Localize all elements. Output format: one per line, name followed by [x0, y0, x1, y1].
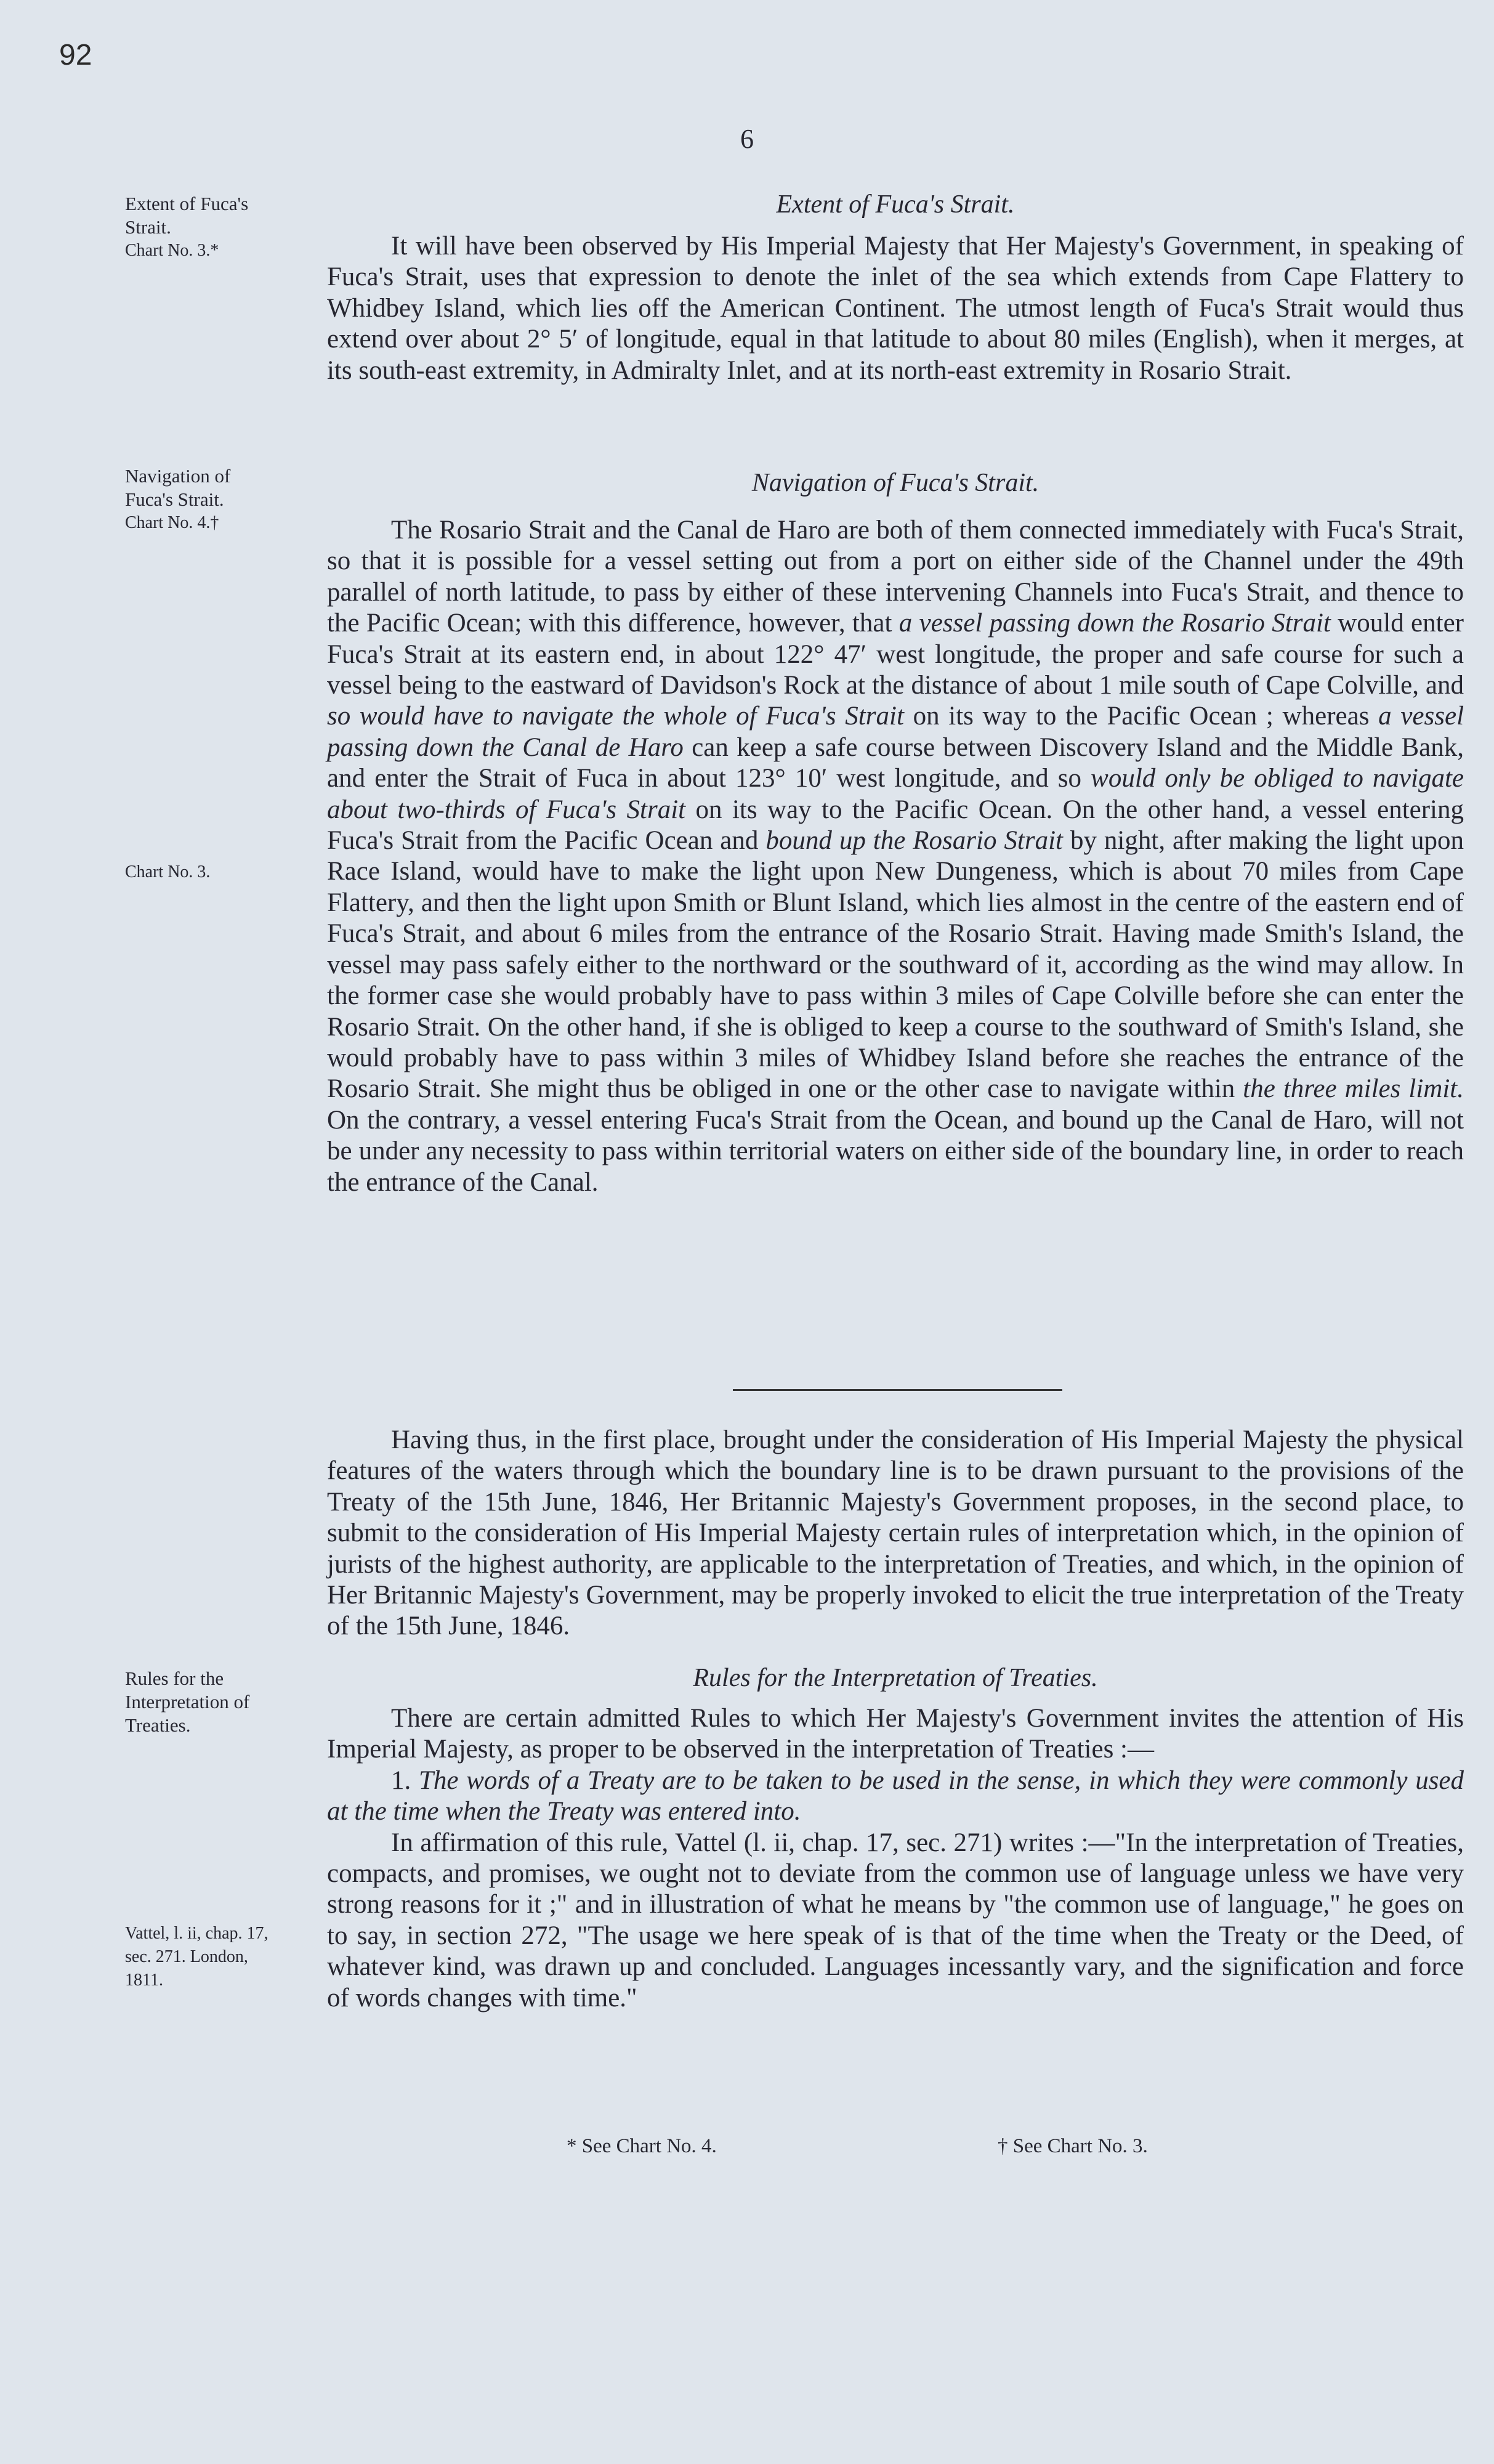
section-extent	[327, 231, 1464, 386]
section-heading-extent: Extent of Fuca's Strait.	[776, 190, 1015, 219]
paragraph: There are certain admitted Rules to which Her Majesty's Government invites the attention of His Imperial Majesty, as proper to be observed in the interpretation of Treaties :—	[327, 1704, 1464, 1764]
margin-note-line: Fuca's Strait.	[125, 488, 224, 510]
margin-note-line: Navigation of	[125, 465, 231, 487]
italic-emphasis: the three miles limit.	[1243, 1074, 1464, 1104]
italic-emphasis: a vessel passing down the Canal de Haro	[327, 702, 1464, 762]
archive-page-number: 92	[59, 39, 92, 71]
page-number: 6	[740, 124, 754, 154]
section-navigation	[327, 515, 1464, 1198]
margin-note-line: Treaties.	[125, 1714, 191, 1736]
section-heading-navigation: Navigation of Fuca's Strait.	[751, 469, 1040, 497]
margin-note-extent	[125, 192, 316, 262]
margin-note-line: 1811.	[125, 1971, 163, 1990]
italic-emphasis: a vessel passing down the Rosario Strait	[898, 609, 1331, 638]
chart-reference: Chart No. 4.†	[125, 513, 219, 532]
paragraph: The Rosario Strait and the Canal de Haro are both of them connected immediately with Fuca's Strait, so that it is possible for a vessel setting out from a port on either side of the Channel under the 49th parallel of north latitude, to pass by either of these intervening Channels into Fuca's Strait, and thence to the Pacific Ocean; with this difference, however, that a vessel passing down the Rosario Strait would enter Fuca's Strait at its eastern end, in about 122° 47′ west longitude, the proper and safe course for such a vessel being to the eastward of Davidson's Rock at the distance of about 1 mile south of Cape Colville, and so would have to navigate the whole of Fuca's Strait on its way to the Pacific Ocean ; whereas a vessel passing down the Canal de Haro can keep a safe course between Discovery Island and the Middle Bank, and enter the Strait of Fuca in about 123° 10′ west longitude, and so would only be obliged to navigate about two-thirds of Fuca's Strait on its way to the Pacific Ocean. On the other hand, a vessel entering Fuca's Strait from the Pacific Ocean and bound up the Rosario Strait by night, after making the light upon Race Island, would have to make the light upon New Dungeness, which is about 70 miles from Cape Flattery, and then the light upon Smith or Blunt Island, which lies almost in the centre of the eastern end of Fuca's Strait, and about 6 miles from the entrance of the Rosario Strait. Having made Smith's Island, the vessel may pass safely either to the northward or the southward of it, according as the wind may allow. In the former case she would probably have to pass within 3 miles of Cape Colville before she can enter the Rosario Strait. On the other hand, if she is obliged to keep a course to the southward of Smith's Island, she would probably have to pass within 3 miles of Whidbey Island before she reaches the entrance of the Rosario Strait. She might thus be obliged in one or the other case to navigate within the three miles limit. On the contrary, a vessel entering Fuca's Strait from the Ocean, and bound up the Canal de Haro, will not be under any necessity to pass within territorial waters on either side of the boundary line, in order to reach the entrance of the Canal.	[327, 516, 1464, 1197]
margin-note-chart3	[125, 861, 316, 884]
chart-reference: Chart No. 3.	[125, 862, 211, 881]
margin-note-line: Rules for the	[125, 1668, 224, 1689]
margin-note-line: Strait.	[125, 216, 171, 238]
section-heading-rules: Rules for the Interpretation of Treaties.	[693, 1664, 1098, 1692]
margin-note-vattel	[125, 1922, 316, 1992]
italic-emphasis: would only be obliged to navigate about two-thirds of Fuca's Strait	[327, 764, 1464, 824]
paragraph: In affirmation of this rule, Vattel (l. ii, chap. 17, sec. 271) writes :—"In the interpretation of Treaties, compacts, and promises, we ought not to deviate from the common use of language unless we have very strong reasons for it ;" and in illustration of what he means by "the common use of language," he goes on to say, in section 272, "The usage we here speak of is that of the time when the Treaty or the Deed, of whatever kind, was drawn up and concluded. Languages incessantly vary, and the signification and force of words changes with time."	[327, 1828, 1464, 2012]
footnote-dagger: † See Chart No. 3.	[998, 2135, 1148, 2157]
section-transition	[327, 1425, 1464, 1642]
margin-note-line: sec. 271. London,	[125, 1947, 248, 1966]
chart-reference: Chart No. 3.*	[125, 241, 219, 260]
rule-one: 1. The words of a Treaty are to be taken to be used in the sense, in which they were commonly used at the time when the Treaty was entered into.	[327, 1765, 1464, 1826]
margin-note-line: Interpretation of	[125, 1691, 250, 1712]
paragraph: Having thus, in the first place, brought under the consideration of His Imperial Majesty the physical features of the waters through which the boundary line is to be drawn pursuant to the provisions of the Treaty of the 15th June, 1846, Her Britannic Majesty's Government proposes, in the second place, to submit to the consideration of His Imperial Majesty certain rules of interpretation which, in the opinion of jurists of the highest authority, are applicable to the interpretation of Treaties, and which, in the opinion of Her Britannic Majesty's Government, may be properly invoked to elicit the true interpretation of the Treaty of the 15th June, 1846.	[327, 1425, 1464, 1641]
italic-emphasis: The words of a Treaty are to be taken to be used in the sense, in which they were commonly used at the time when the Treaty was entered into.	[327, 1765, 1464, 1826]
margin-note-rules	[125, 1667, 316, 1737]
italic-emphasis: bound up the Rosario Strait	[765, 826, 1063, 856]
italic-emphasis: so would have to navigate the whole of Fuca's Strait	[327, 702, 904, 731]
footnote-star: * See Chart No. 4.	[567, 2135, 717, 2157]
margin-note-line: Extent of Fuca's	[125, 193, 249, 214]
margin-note-line: Vattel, l. ii, chap. 17,	[125, 1924, 269, 1943]
paragraph: It will have been observed by His Imperial Majesty that Her Majesty's Government, in speaking of Fuca's Strait, uses that expression to denote the inlet of the sea which extends from Cape Flattery to Whidbey Island, which lies off the American Continent. The utmost length of Fuca's Strait would thus extend over about 2° 5′ of longitude, equal in that latitude to about 80 miles (English), when it merges, at its south-east extremity, in Admiralty Inlet, and at its north-east extremity in Rosario Strait.	[327, 232, 1464, 385]
margin-note-navigation	[125, 464, 316, 535]
section-rules	[327, 1703, 1464, 2014]
section-divider	[733, 1389, 1062, 1391]
